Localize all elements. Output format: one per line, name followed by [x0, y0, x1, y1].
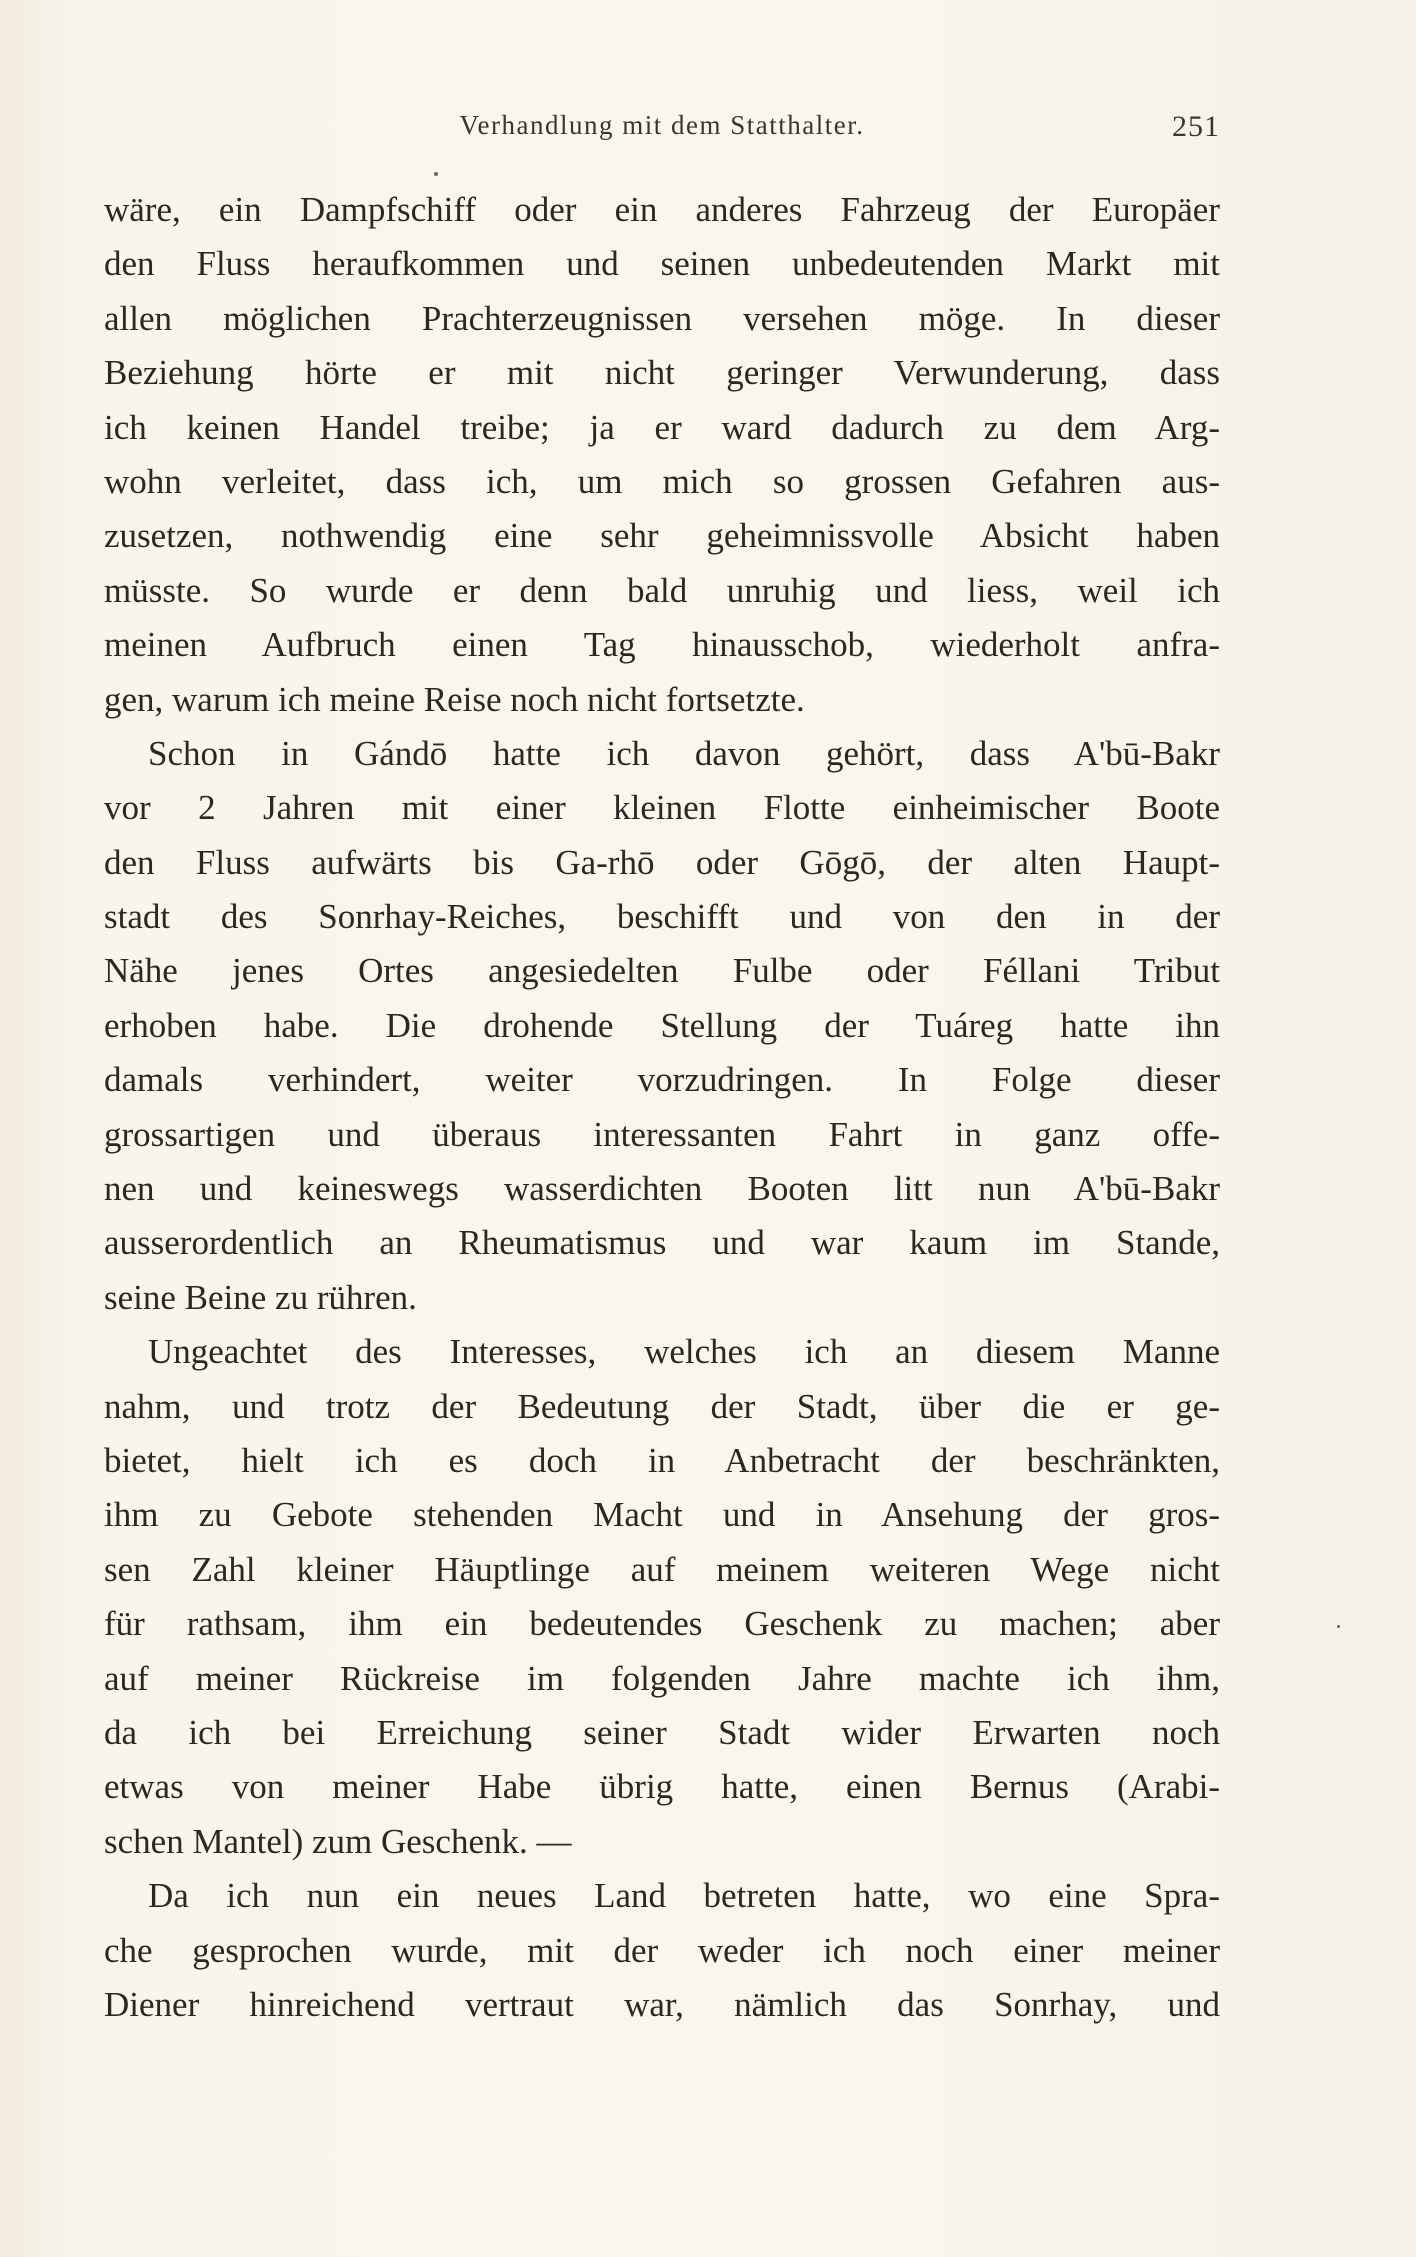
text-line: grossartigen und überaus interessanten Fahrt in ganz offe- [104, 1114, 1220, 1154]
page-number: 251 [1172, 110, 1220, 143]
print-speck [434, 172, 438, 176]
text-line: seine Beine zu rühren. [104, 1277, 417, 1317]
text-line: den Fluss heraufkommen und seinen unbedeutenden Markt mit [104, 244, 1220, 284]
text-line: wohn verleitet, dass ich, um mich so grossen Gefahren aus- [104, 461, 1220, 501]
text-line: Schon in Gándō hatte ich davon gehört, dass A'bū-Bakr [148, 733, 1220, 773]
text-line: Da ich nun ein neues Land betreten hatte, wo eine Spra- [148, 1876, 1220, 1916]
text-line: für rathsam, ihm ein bedeutendes Geschenk zu machen; aber [104, 1604, 1220, 1644]
text-line: erhoben habe. Die drohende Stellung der Tuáreg hatte ihn [104, 1005, 1220, 1045]
text-line: Beziehung hörte er mit nicht geringer Verwunderung, dass [104, 353, 1220, 393]
text-line: nahm, und trotz der Bedeutung der Stadt, über die er ge- [104, 1386, 1220, 1426]
text-line: schen Mantel) zum Geschenk. — [104, 1821, 572, 1861]
print-speck [1337, 1625, 1340, 1628]
text-line: nen und keineswegs wasserdichten Booten litt nun A'bū-Bakr [104, 1169, 1220, 1209]
text-line: ich keinen Handel treibe; ja er ward dadurch zu dem Arg- [104, 407, 1220, 447]
text-line: che gesprochen wurde, mit der weder ich noch einer meiner [104, 1930, 1220, 1970]
text-line: wäre, ein Dampfschiff oder ein anderes Fahrzeug der Europäer [104, 190, 1220, 229]
text-line: vor 2 Jahren mit einer kleinen Flotte einheimischer Boote [104, 788, 1220, 828]
text-line: meinen Aufbruch einen Tag hinausschob, wiederholt anfra- [104, 625, 1220, 665]
text-line: Diener hinreichend vertraut war, nämlich das Sonrhay, und [104, 1984, 1220, 2024]
text-line: damals verhindert, weiter vorzudringen. In Folge dieser [104, 1060, 1220, 1100]
running-head [104, 110, 1220, 150]
text-line: Nähe jenes Ortes angesiedelten Fulbe oder Féllani Tribut [104, 951, 1220, 991]
text-line: ausserordentlich an Rheumatismus und war kaum im Stande, [104, 1223, 1220, 1263]
text-line: gen, warum ich meine Reise noch nicht fortsetzte. [104, 679, 805, 719]
text-line: da ich bei Erreichung seiner Stadt wider Erwarten noch [104, 1712, 1220, 1752]
running-title: Verhandlung mit dem Statthalter. [459, 110, 865, 140]
text-line: auf meiner Rückreise im folgenden Jahre machte ich ihm, [104, 1658, 1220, 1698]
text-line: Ungeachtet des Interesses, welches ich an diesem Manne [148, 1332, 1220, 1372]
text-line: zusetzen, nothwendig eine sehr geheimnissvolle Absicht haben [104, 516, 1220, 556]
text-line: den Fluss aufwärts bis Ga-rhō oder Gōgō, der alten Haupt- [104, 842, 1220, 882]
body-text [104, 183, 1220, 2032]
text-line: müsste. So wurde er denn bald unruhig und liess, weil ich [104, 570, 1220, 610]
text-line: stadt des Sonrhay-Reiches, beschifft und von den in der [104, 897, 1220, 937]
text-line: allen möglichen Prachterzeugnissen versehen möge. In dieser [104, 298, 1220, 338]
text-line: etwas von meiner Habe übrig hatte, einen Bernus (Arabi- [104, 1767, 1220, 1807]
text-line: bietet, hielt ich es doch in Anbetracht der beschränkten, [104, 1440, 1220, 1480]
text-line: sen Zahl kleiner Häuptlinge auf meinem weiteren Wege nicht [104, 1549, 1220, 1589]
text-line: ihm zu Gebote stehenden Macht und in Ansehung der gros- [104, 1495, 1220, 1535]
